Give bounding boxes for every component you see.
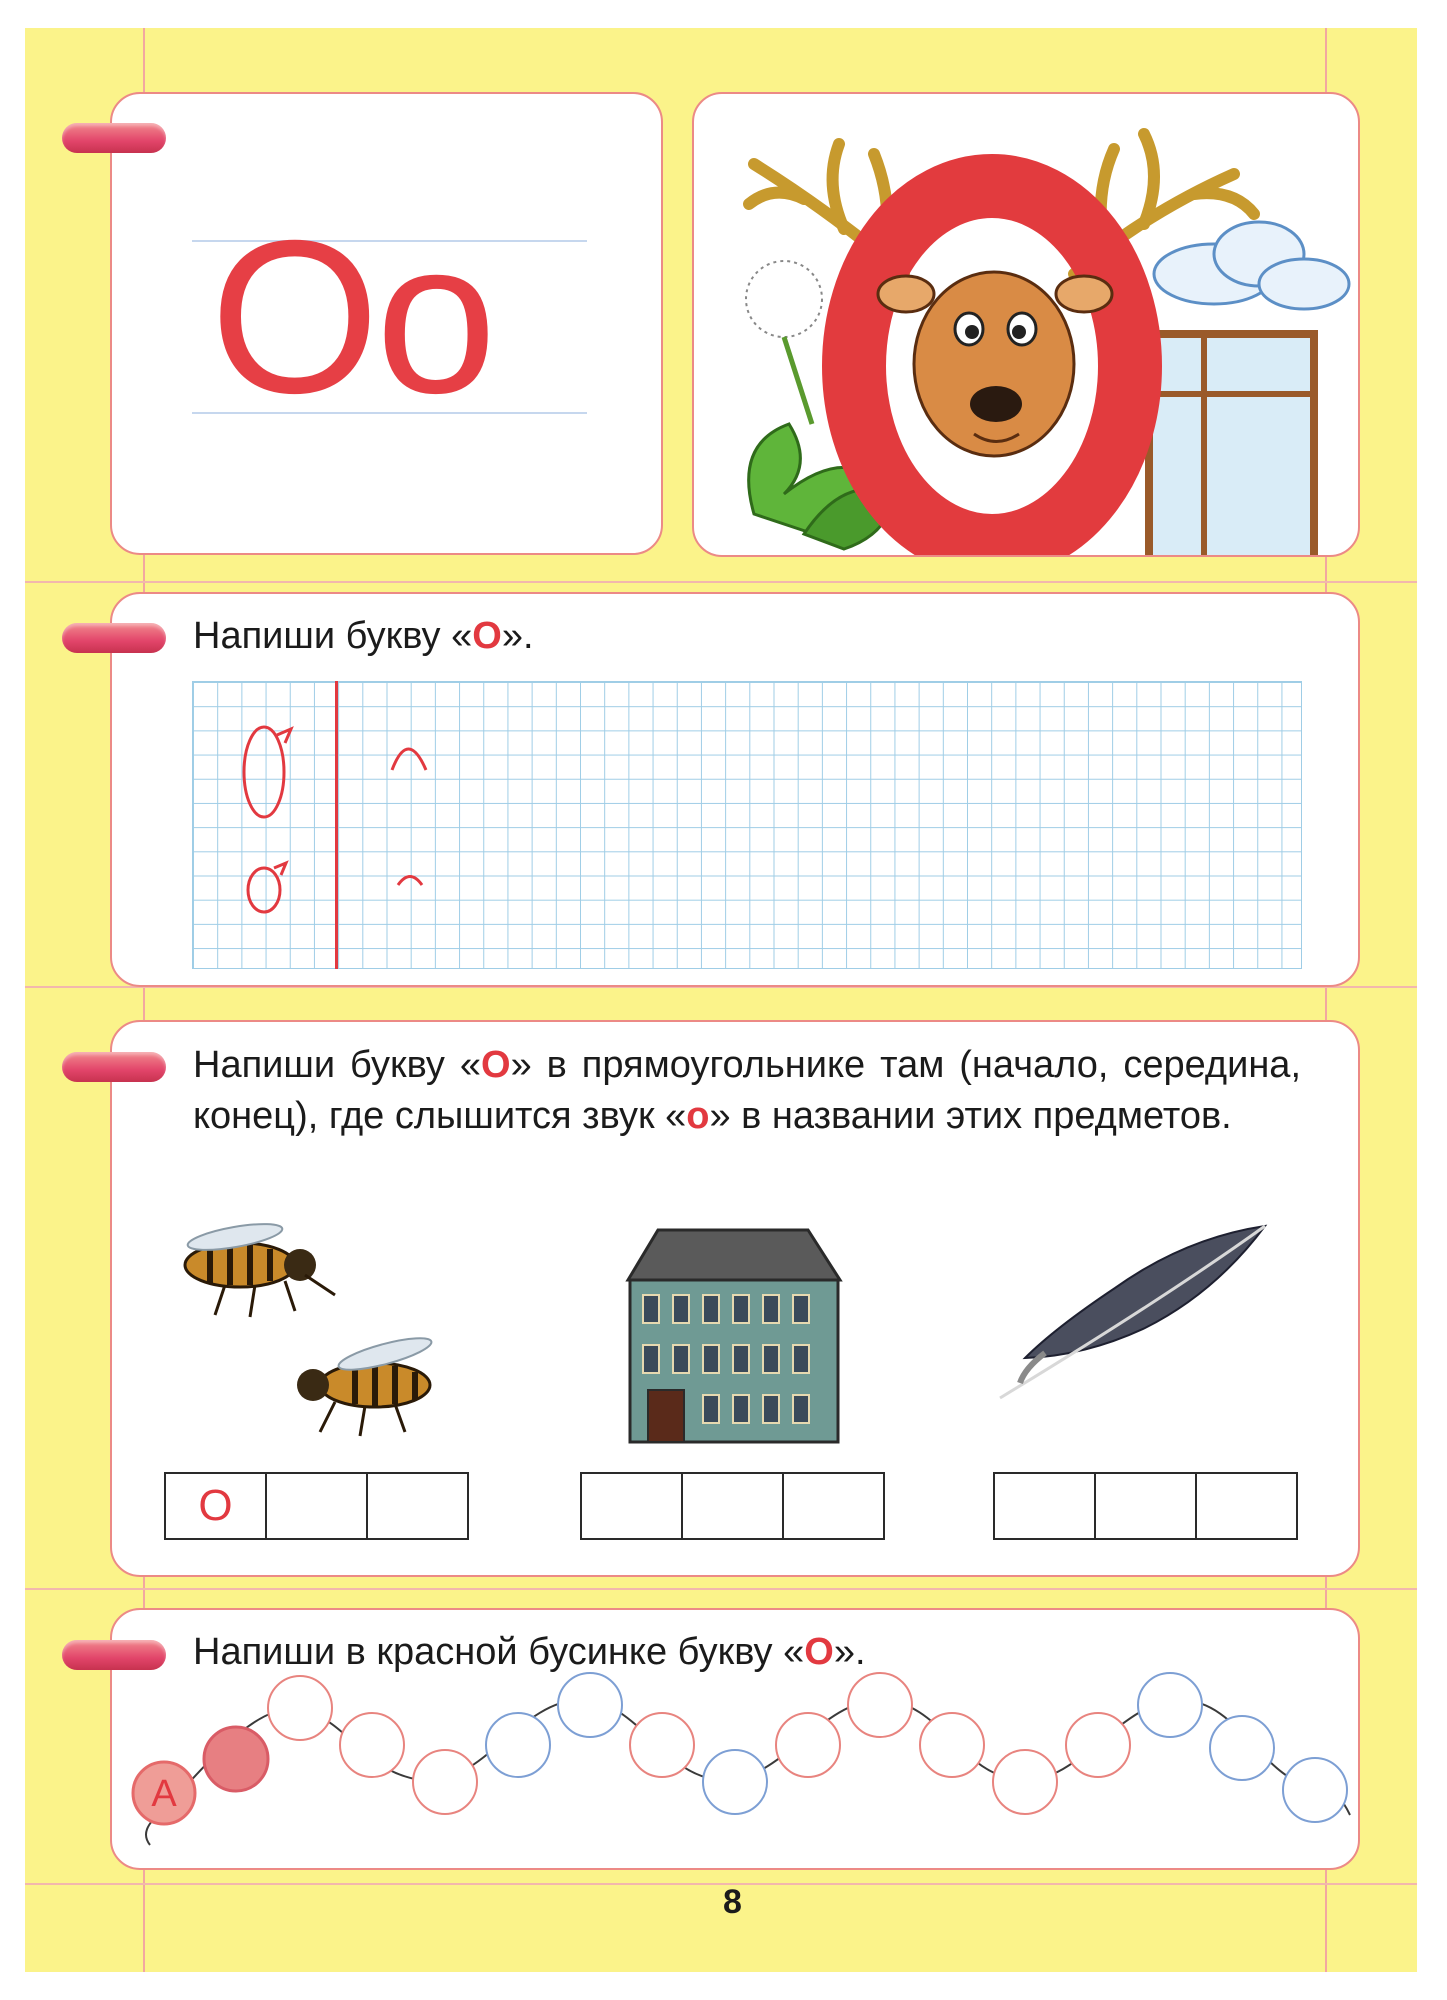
bead[interactable] bbox=[1283, 1758, 1347, 1822]
bead[interactable] bbox=[486, 1713, 550, 1777]
big-letter-o: Oo bbox=[210, 196, 493, 439]
bead[interactable] bbox=[413, 1750, 477, 1814]
bead[interactable] bbox=[340, 1713, 404, 1777]
bead[interactable] bbox=[703, 1750, 767, 1814]
bead[interactable] bbox=[776, 1713, 840, 1777]
bead[interactable] bbox=[1066, 1713, 1130, 1777]
bead-red[interactable] bbox=[204, 1727, 268, 1791]
bead[interactable] bbox=[268, 1676, 332, 1740]
bead[interactable] bbox=[630, 1713, 694, 1777]
page-number: 8 bbox=[723, 1883, 742, 1921]
bead[interactable] bbox=[993, 1750, 1057, 1814]
bead-letter: А bbox=[151, 1773, 177, 1815]
bead[interactable] bbox=[920, 1713, 984, 1777]
bead[interactable] bbox=[1210, 1716, 1274, 1780]
task-instruction: Напиши букву «О». bbox=[193, 615, 534, 657]
bead[interactable] bbox=[558, 1673, 622, 1737]
task-instruction: Напиши в красной бусинке букву «О». bbox=[193, 1631, 866, 1673]
task-instruction: Напиши букву «О» в прямоугольнике там (начало, середина, конец), где слышится звук «о» в названии этих предметов. bbox=[193, 1044, 1301, 1137]
answer-cell[interactable]: О bbox=[164, 1472, 267, 1540]
bead[interactable] bbox=[848, 1673, 912, 1737]
bead[interactable] bbox=[1138, 1673, 1202, 1737]
